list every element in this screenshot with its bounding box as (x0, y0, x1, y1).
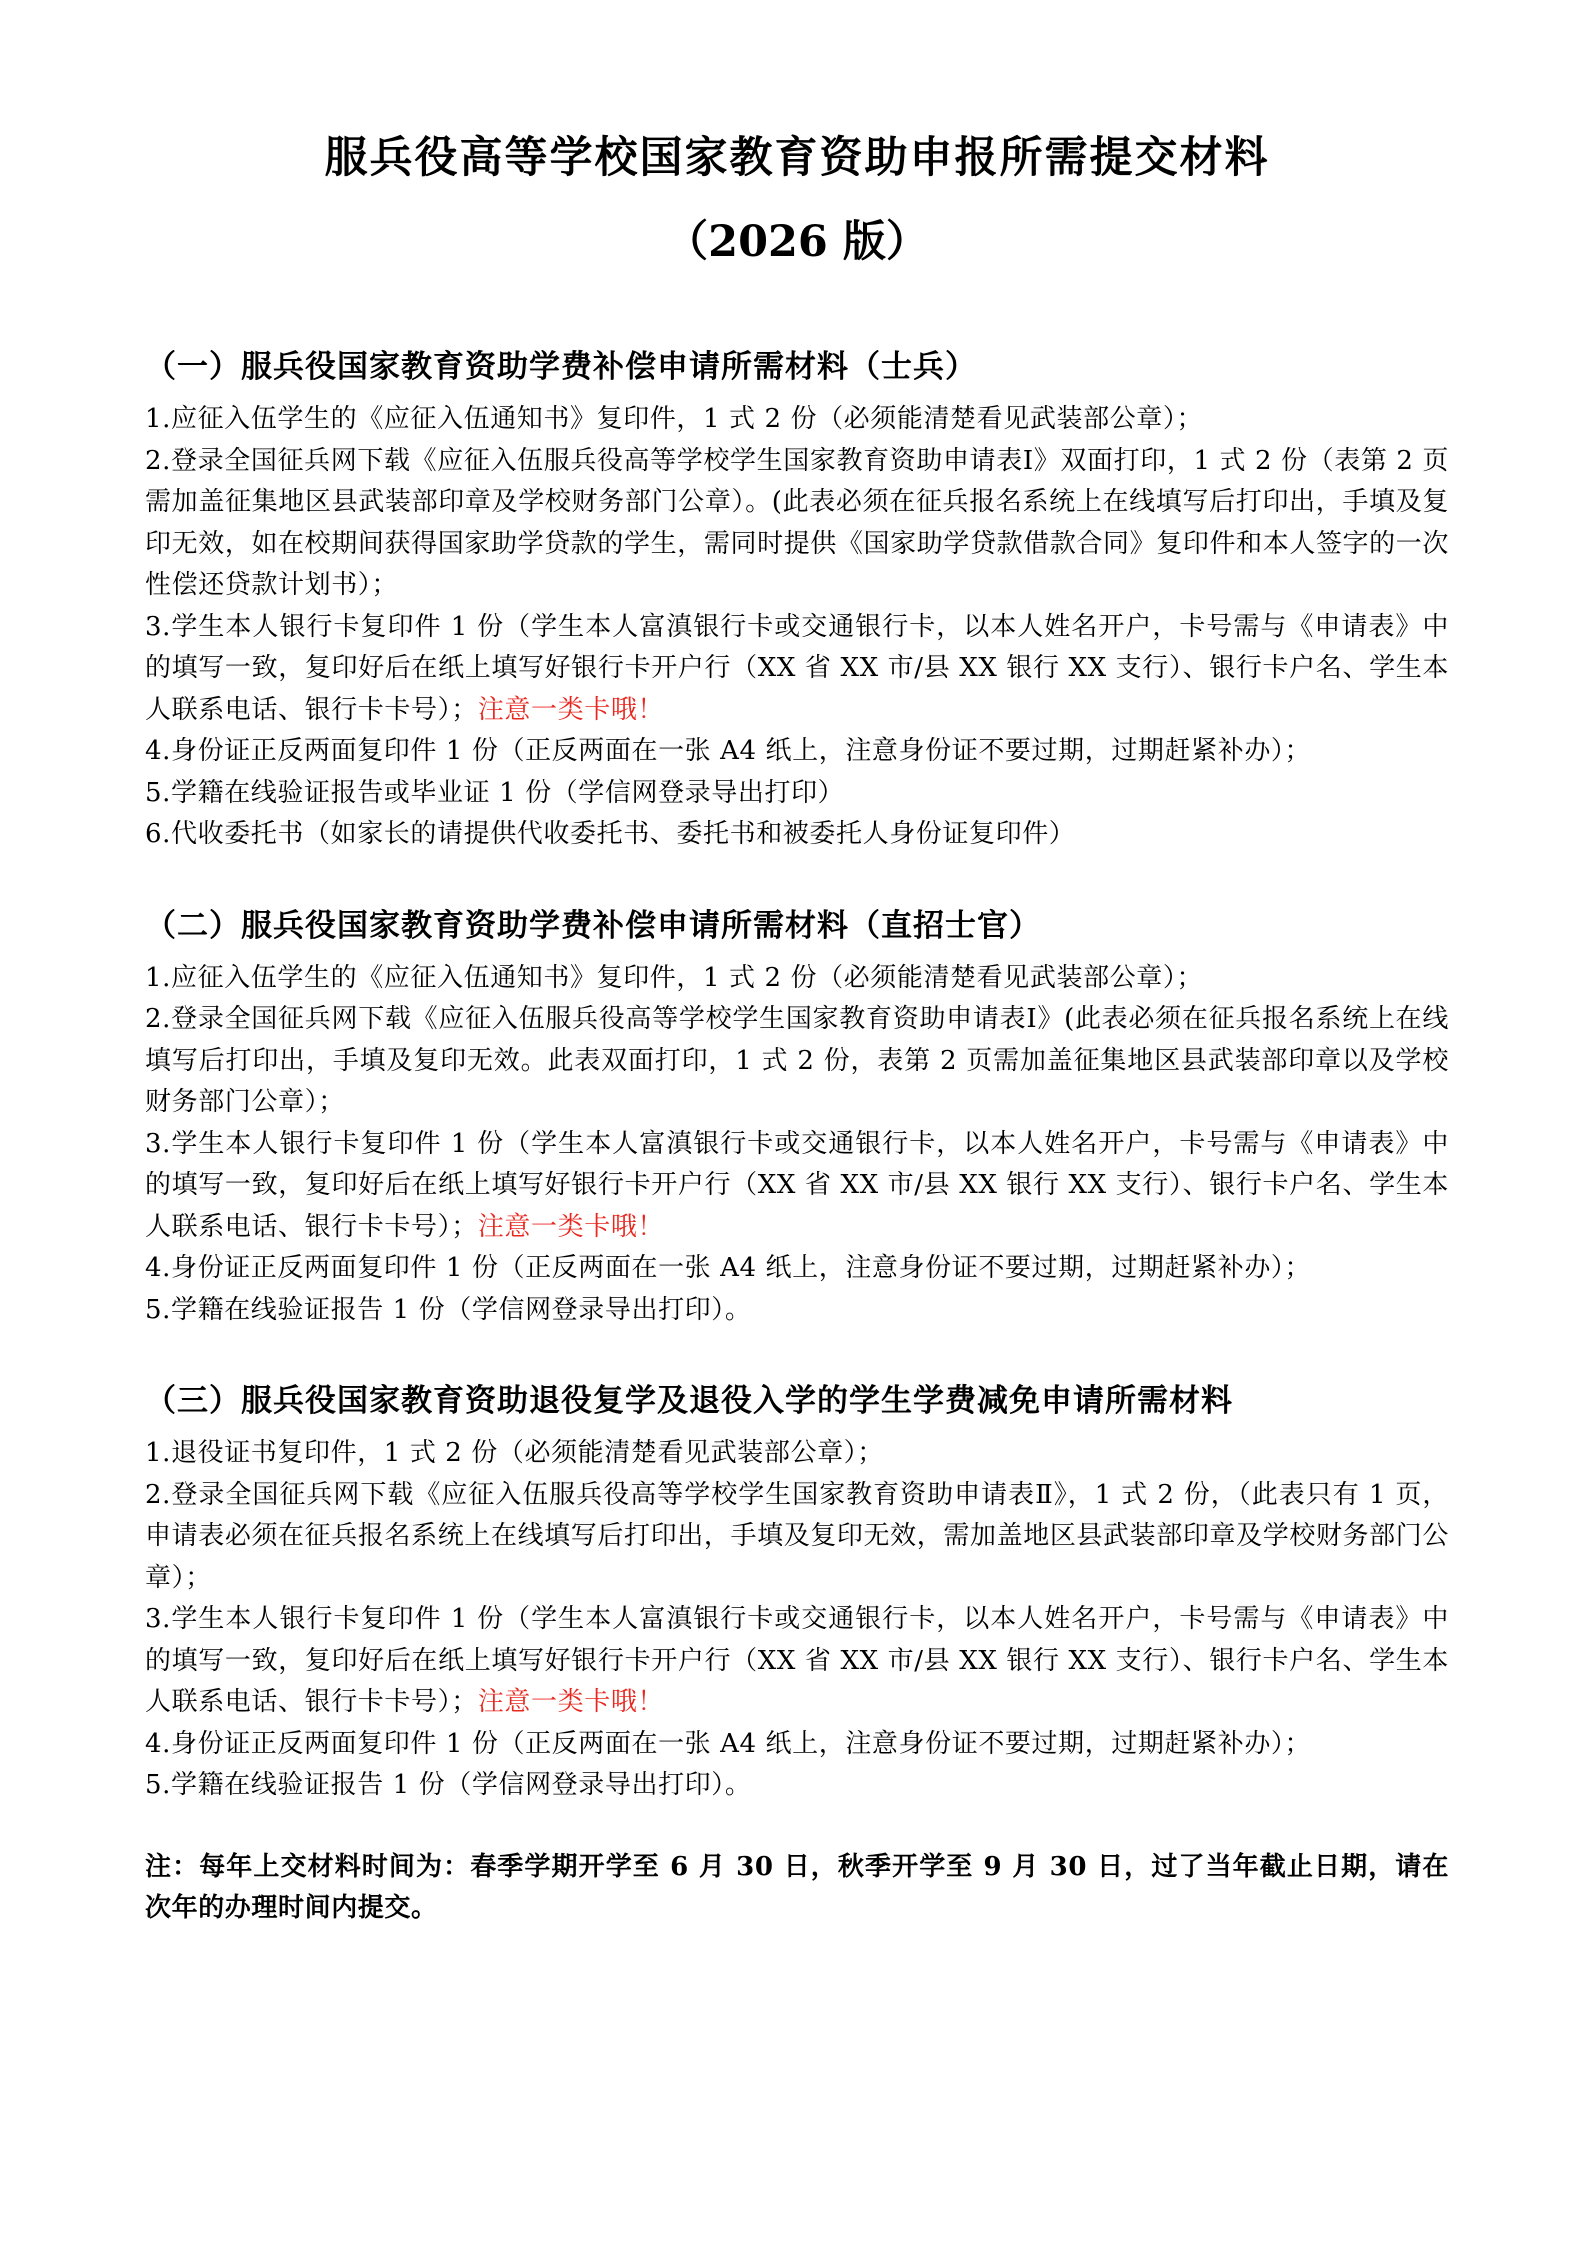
list-item: 2.登录全国征兵网下载《应征入伍服兵役高等学校学生国家教育资助申请表Ⅰ》(此表必须在征兵报名系统上在线填写后打印出，手填及复印无效。此表双面打印，1 式 2 份，表第 2 页需加盖征集地区县武装部印章以及学校财务部门公章）； (145, 1004, 1449, 1117)
list-item: 3.学生本人银行卡复印件 1 份（学生本人富滇银行卡或交通银行卡，以本人姓名开户，卡号需与《申请表》中的填写一致，复印好后在纸上填写好银行卡开户行（XX 省 XX 市/县 XX 银行 XX 支行）、银行卡户名、学生本人联系电话、银行卡卡号）；注意一类卡哦！ (145, 611, 1449, 725)
section-soldier (145, 345, 1449, 856)
list-item: 3.学生本人银行卡复印件 1 份（学生本人富滇银行卡或交通银行卡，以本人姓名开户，卡号需与《申请表》中的填写一致，复印好后在纸上填写好银行卡开户行（XX 省 XX 市/县 XX 银行 XX 支行）、银行卡户名、学生本人联系电话、银行卡卡号）；注意一类卡哦！ (145, 1604, 1449, 1717)
list-item: 4.身份证正反两面复印件 1 份（正反两面在一张 A4 纸上，注意身份证不要过期，过期赶紧补办）； (145, 1728, 1312, 1759)
deadline-note: 注：每年上交材料时间为：春季学期开学至 6 月 30 日，秋季开学至 9 月 30 日，过了当年截止日期，请在次年的办理时间内提交。 (145, 1851, 1449, 1923)
document-subtitle: （2026 版） (665, 217, 929, 267)
item-list (145, 958, 1449, 1332)
section-heading: （一）服兵役国家教育资助学费补偿申请所需材料（士兵） (145, 349, 977, 385)
warning-text: 注意一类卡哦！ (477, 1687, 665, 1717)
item-list (145, 399, 1449, 856)
list-item: 4.身份证正反两面复印件 1 份（正反两面在一张 A4 纸上，注意身份证不要过期，过期赶紧补办）； (145, 1253, 1312, 1283)
list-item: 4.身份证正反两面复印件 1 份（正反两面在一张 A4 纸上，注意身份证不要过期，过期赶紧补办）； (145, 736, 1312, 766)
section-retired (145, 1379, 1449, 1807)
section-heading: （二）服兵役国家教育资助学费补偿申请所需材料（直招士官） (145, 907, 1041, 944)
list-item: 6.代收委托书（如家长的请提供代收委托书、委托书和被委托人身份证复印件） (145, 819, 1076, 849)
list-item: 5.学籍在线验证报告或毕业证 1 份（学信网登录导出打印） (145, 777, 845, 808)
list-item: 1.应征入伍学生的《应征入伍通知书》复印件，1 式 2 份（必须能清楚看见武装部公章）； (145, 962, 1204, 993)
section-nco (145, 904, 1449, 1332)
warning-text: 注意一类卡哦！ (477, 1211, 665, 1242)
list-item: 5.学籍在线验证报告 1 份（学信网登录导出打印）。 (145, 1770, 752, 1800)
list-item: 1.应征入伍学生的《应征入伍通知书》复印件，1 式 2 份（必须能清楚看见武装部公章）； (145, 404, 1204, 434)
list-item: 1.退役证书复印件，1 式 2 份（必须能清楚看见武装部公章）； (145, 1438, 884, 1468)
list-item: 2.登录全国征兵网下载《应征入伍服兵役高等学校学生国家教育资助申请表Ⅱ》，1 式 2 份，（此表只有 1 页，申请表必须在征兵报名系统上在线填写后打印出，手填及复印无效，需加盖地区县武装部印章及学校财务部门公章）； (145, 1479, 1449, 1593)
item-list (145, 1433, 1449, 1807)
warning-text: 注意一类卡哦！ (477, 694, 665, 725)
section-heading: （三）服兵役国家教育资助退役复学及退役入学的学生学费减免申请所需材料 (145, 1383, 1233, 1419)
list-item: 2.登录全国征兵网下载《应征入伍服兵役高等学校学生国家教育资助申请表Ⅰ》双面打印，1 式 2 份（表第 2 页需加盖征集地区县武装部印章及学校财务部门公章）。(此表必须在征兵报名系统上在线填写后打印出，手填及复印无效，如在校期间获得国家助学贷款的学生，需同时提供《国家助学贷款借款合同》复印件和本人签字的一次性偿还贷款计划书）； (145, 445, 1449, 600)
list-item: 5.学籍在线验证报告 1 份（学信网登录导出打印）。 (145, 1294, 752, 1325)
document-title: 服兵役高等学校国家教育资助申报所需提交材料 (324, 133, 1270, 183)
list-item: 3.学生本人银行卡复印件 1 份（学生本人富滇银行卡或交通银行卡，以本人姓名开户，卡号需与《申请表》中的填写一致，复印好后在纸上填写好银行卡开户行（XX 省 XX 市/县 XX 银行 XX 支行）、银行卡户名、学生本人联系电话、银行卡卡号）；注意一类卡哦！ (145, 1128, 1449, 1242)
